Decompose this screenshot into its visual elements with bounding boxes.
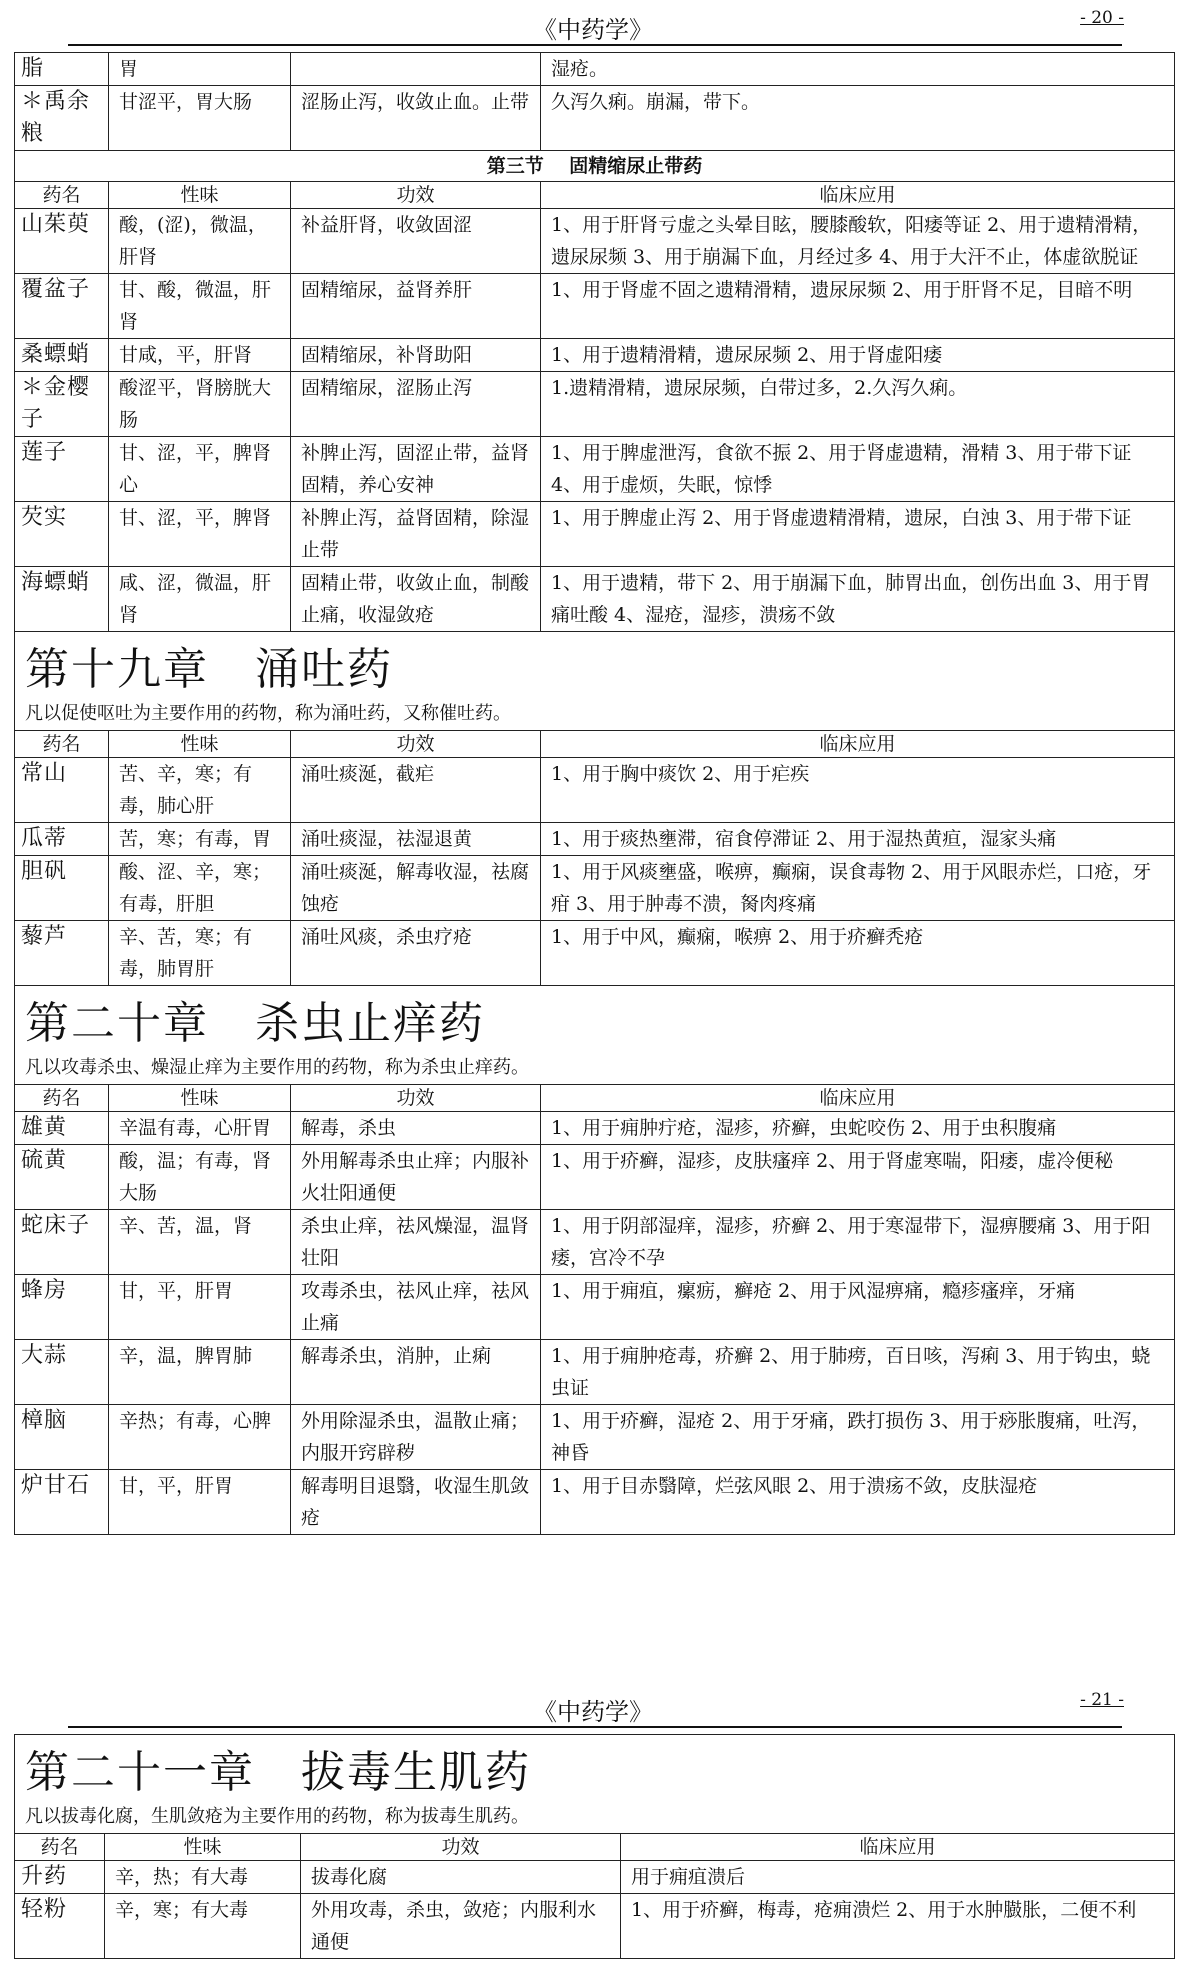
- column-header-effect: 功效: [291, 731, 541, 758]
- page-title: 《中药学》: [533, 1698, 653, 1726]
- table-row: 山茱萸 酸，(涩)，微温，肝肾 补益肝肾，收敛固涩 1、用于肝肾亏虚之头晕目眩，腰膝酸软，阳痿等证 2、用于遗精滑精，遗尿尿频 3、用于崩漏下血，月经过多 4、用于大汗不止，体虚欲脱证: [15, 209, 1175, 274]
- chapter-title: 第二十一章 拔毒生肌药: [25, 1747, 531, 1798]
- table-row: 轻粉 辛，寒；有大毒 外用攻毒，杀虫，敛疮；内服利水通便 1、用于疥癣，梅毒，疮痈溃烂 2、用于水肿臌胀，二便不利: [15, 1894, 1175, 1959]
- chapter-title: 第二十章 杀虫止痒药: [25, 998, 485, 1049]
- chapter-intro: 凡以拔毒化腐，生肌敛疮为主要作用的药物，称为拔毒生肌药。: [25, 1806, 529, 1827]
- table-header-row: [15, 1834, 1175, 1861]
- table-row: 蛇床子 辛、苦，温，肾 杀虫止痒，祛风燥湿，温肾壮阳 1、用于阴部湿痒，湿疹，疥癣 2、用于寒湿带下，湿痹腰痛 3、用于阳痿，宫冷不孕: [15, 1210, 1175, 1275]
- header-rule: [68, 1726, 1122, 1728]
- table-row: 大蒜 辛，温，脾胃肺 解毒杀虫，消肿，止痢 1、用于痈肿疮毒，疥癣 2、用于肺痨，百日咳，泻痢 3、用于钩虫，蛲虫证: [15, 1340, 1175, 1405]
- table-row: 硫黄 酸，温；有毒，肾大肠 外用解毒杀虫止痒；内服补火壮阳通便 1、用于疥癣，湿疹，皮肤瘙痒 2、用于肾虚寒喘，阳痿，虚冷便秘: [15, 1145, 1175, 1210]
- table-row: 莲子 甘、涩，平，脾肾心 补脾止泻，固涩止带，益肾固精，养心安神 1、用于脾虚泄泻，食欲不振 2、用于肾虚遗精，滑精 3、用于带下证 4、用于虚烦，失眠，惊悸: [15, 437, 1175, 502]
- table-header-row: [15, 182, 1175, 209]
- column-header-taste: 性味: [105, 1834, 301, 1861]
- table-row: 芡实 甘、涩，平，脾肾 补脾止泻，益肾固精，除湿止带 1、用于脾虚止泻 2、用于肾虚遗精滑精，遗尿，白浊 3、用于带下证: [15, 502, 1175, 567]
- table-row: 雄黄 辛温有毒，心肝胃 解毒，杀虫 1、用于痈肿疔疮，湿疹，疥癣，虫蛇咬伤 2、用于虫积腹痛: [15, 1112, 1175, 1145]
- page-2-content: [14, 1734, 1174, 1959]
- table-row: 瓜蒂 苦，寒；有毒，胃 涌吐痰湿，祛湿退黄 1、用于痰热壅滞，宿食停滞证 2、用于湿热黄疸，湿家头痛: [15, 823, 1175, 856]
- table-row: 脂 胃 湿疮。: [15, 53, 1175, 86]
- table-row: 樟脑 辛热；有毒，心脾 外用除湿杀虫，温散止痛；内服开窍辟秽 1、用于疥癣，湿疮 2、用于牙痛，跌打损伤 3、用于痧胀腹痛，吐泻，神昏: [15, 1405, 1175, 1470]
- page-number: - 21 -: [1080, 1690, 1124, 1710]
- header-rule: [68, 44, 1122, 46]
- column-header-clinical: 临床应用: [541, 182, 1175, 209]
- chapter-header-row: [15, 632, 1175, 731]
- table-row: 炉甘石 甘，平，肝胃 解毒明目退翳，收湿生肌敛疮 1、用于目赤翳障，烂弦风眼 2、用于溃疡不敛，皮肤湿疮: [15, 1470, 1175, 1535]
- section-title: 第三节 固精缩尿止带药: [15, 151, 1175, 182]
- column-header-name: 药名: [15, 1085, 109, 1112]
- table-row: 藜芦 辛、苦，寒；有毒，肺胃肝 涌吐风痰，杀虫疗疮 1、用于中风，癫痫，喉痹 2、用于疥癣秃疮: [15, 921, 1175, 986]
- column-header-effect: 功效: [301, 1834, 621, 1861]
- chapter-intro: 凡以促使呕吐为主要作用的药物，称为涌吐药，又称催吐药。: [25, 703, 511, 724]
- herb-table-page-2: [14, 1734, 1175, 1959]
- page-header-2: [0, 1688, 1186, 1728]
- page-number: - 20 -: [1080, 8, 1124, 28]
- column-header-clinical: 临床应用: [621, 1834, 1175, 1861]
- column-header-name: 药名: [15, 182, 109, 209]
- chapter-header-row: [15, 1735, 1175, 1834]
- column-header-name: 药名: [15, 731, 109, 758]
- page-title: 《中药学》: [533, 16, 653, 44]
- column-header-taste: 性味: [109, 731, 291, 758]
- table-row: ＊金樱子 酸涩平，肾膀胱大肠 固精缩尿，涩肠止泻 1.遗精滑精，遗尿尿频，白带过多，2.久泻久痢。: [15, 372, 1175, 437]
- section-title-row: [15, 151, 1175, 182]
- column-header-name: 药名: [15, 1834, 105, 1861]
- table-row: 海螵蛸 咸、涩，微温，肝肾 固精止带，收敛止血，制酸止痛，收湿敛疮 1、用于遗精，带下 2、用于崩漏下血，肺胃出血，创伤出血 3、用于胃痛吐酸 4、湿疮，湿疹，溃疡不敛: [15, 567, 1175, 632]
- chapter-header-row: [15, 986, 1175, 1085]
- table-row: 桑螵蛸 甘咸，平，肝肾 固精缩尿，补肾助阳 1、用于遗精滑精，遗尿尿频 2、用于肾虚阳痿: [15, 339, 1175, 372]
- column-header-clinical: 临床应用: [541, 1085, 1175, 1112]
- column-header-effect: 功效: [291, 182, 541, 209]
- chapter-title: 第十九章 涌吐药: [25, 644, 393, 695]
- page-header-1: [0, 6, 1186, 46]
- column-header-taste: 性味: [109, 1085, 291, 1112]
- column-header-taste: 性味: [109, 182, 291, 209]
- table-row: 覆盆子 甘、酸，微温，肝肾 固精缩尿，益肾养肝 1、用于肾虚不固之遗精滑精，遗尿尿频 2、用于肝肾不足，目暗不明: [15, 274, 1175, 339]
- table-row: 升药 辛，热；有大毒 拔毒化腐 用于痈疽溃后: [15, 1861, 1175, 1894]
- column-header-clinical: 临床应用: [541, 731, 1175, 758]
- table-row: 常山 苦、辛，寒；有毒，肺心肝 涌吐痰涎，截疟 1、用于胸中痰饮 2、用于疟疾: [15, 758, 1175, 823]
- table-header-row: [15, 1085, 1175, 1112]
- column-header-effect: 功效: [291, 1085, 541, 1112]
- table-row: 蜂房 甘，平，肝胃 攻毒杀虫，祛风止痒，祛风止痛 1、用于痈疽，瘰疬，癣疮 2、用于风湿痹痛，瘾疹瘙痒，牙痛: [15, 1275, 1175, 1340]
- chapter-intro: 凡以攻毒杀虫、燥湿止痒为主要作用的药物，称为杀虫止痒药。: [25, 1057, 529, 1078]
- table-row: ＊禹余粮 甘涩平，胃大肠 涩肠止泻，收敛止血。止带 久泻久痢。崩漏，带下。: [15, 86, 1175, 151]
- table-header-row: [15, 731, 1175, 758]
- page-1-content: [14, 52, 1174, 1535]
- table-row: 胆矾 酸、涩、辛，寒；有毒，肝胆 涌吐痰涎，解毒收湿，祛腐蚀疮 1、用于风痰壅盛，喉痹，癫痫，误食毒物 2、用于风眼赤烂，口疮，牙疳 3、用于肿毒不溃，胬肉疼痛: [15, 856, 1175, 921]
- herb-table-page-1: [14, 52, 1175, 1535]
